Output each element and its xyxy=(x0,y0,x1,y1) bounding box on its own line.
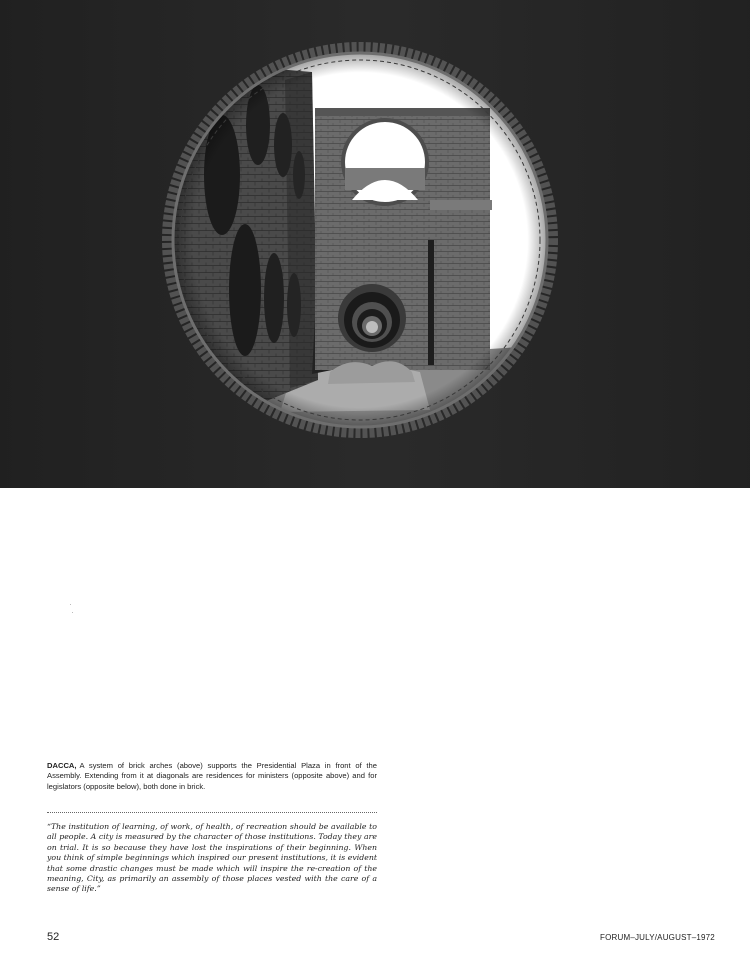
publication-footer: FORUM–JULY/AUGUST–1972 xyxy=(600,933,715,942)
print-speck xyxy=(70,604,71,605)
caption-place: DACCA, xyxy=(47,761,77,770)
pull-quote: “The institution of learning, of work, of health, of recreation should be available to all people. A city is measured by the character of those institutions. Today they are on trial. It is so because they have lost the inspirations of their beginning. When you think of simple beginnings which inspired our present institutions, it is evident that some drastic changes must be made which will inspire the re-creation of the meaning, City, as primarily an assembly of those places vested with the care of a sense of life.” xyxy=(47,822,377,894)
caption-text: A system of brick arches (above) supports the Presidential Plaza in front of the Assembly. Extending from it at diagonals are residences for ministers (opposite above) and for legislators (opposite below), both done in brick. xyxy=(47,761,377,791)
print-speck xyxy=(72,612,73,613)
dotted-divider xyxy=(47,812,377,813)
page-number: 52 xyxy=(47,931,60,943)
photo-caption xyxy=(47,761,377,792)
